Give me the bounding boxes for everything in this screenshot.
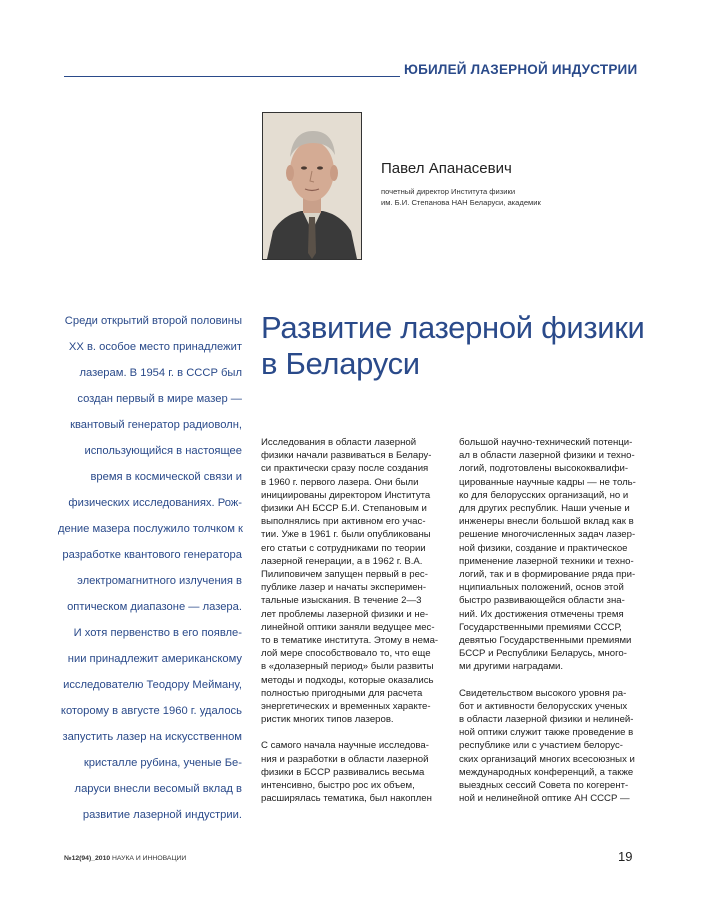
- sidebar-lead: [58, 308, 242, 828]
- body-line: физики АН БССР Б.И. Степановым и: [261, 503, 427, 515]
- body-line: публике лазер и начаты эксперимен-: [261, 582, 427, 594]
- body-line: С самого начала научные исследова-: [261, 740, 429, 752]
- body-line: бот и активности белорусских ученых: [459, 700, 628, 712]
- body-line: то в тематике института. Этому в нема-: [261, 635, 439, 647]
- paragraph: [261, 436, 439, 726]
- body-line: ной и нелинейной оптике АН СССР —: [459, 793, 630, 805]
- sidebar-line: разработке квантового генератора: [62, 549, 242, 561]
- magazine-name: НАУКА И ИННОВАЦИИ: [112, 855, 187, 862]
- body-line: лой мере способствовало то, что еще: [261, 648, 431, 660]
- sidebar-line: XX в. особое место принадлежит: [68, 341, 242, 353]
- body-line: расширялась тематика, был накоплен: [261, 793, 432, 805]
- sidebar-line: которому в августе 1960 г. удалось: [60, 705, 242, 717]
- body-line: ной оптики служит также проведение в: [459, 727, 634, 739]
- body-line: цированные научные кадры — не толь-: [459, 476, 636, 488]
- sidebar-line: И хотя первенство в его появле-: [73, 627, 242, 639]
- body-line: линейной оптики заняли ведущее мес-: [261, 621, 435, 633]
- body-line: решение многочисленных задач лазер-: [459, 529, 636, 541]
- body-line: лазерной генерации, а в 1962 г. В.А.: [261, 555, 423, 567]
- sidebar-line: использующийся в настоящее: [84, 445, 242, 457]
- sidebar-line: запустить лазер на искусственном: [62, 731, 242, 743]
- sidebar-line: ларуси внесли весомый вклад в: [74, 783, 242, 795]
- body-line: в 1960 г. первого лазера. Они были: [261, 476, 419, 488]
- body-line: энергетических и временных характе-: [261, 701, 431, 713]
- author-desc-line: им. Б.И. Степанова НАН Беларуси, академик: [381, 198, 541, 207]
- sidebar-line: время в космической связи и: [90, 471, 242, 483]
- body-line: его статьи с сотрудниками по теории: [261, 542, 426, 554]
- section-title: ЮБИЛЕЙ ЛАЗЕРНОЙ ИНДУСТРИИ: [404, 62, 638, 77]
- body-line: ми другими наградами.: [459, 661, 564, 673]
- body-line: ских организаций многих всесоюзных и: [459, 753, 635, 765]
- body-line: Свидетельством высокого уровня ра-: [459, 687, 627, 699]
- body-line: девятью Государственными премиями: [459, 635, 632, 647]
- body-line: в области лазерной физики и нелиней-: [459, 714, 634, 726]
- body-line: Пилиповичем запущен первый в рес-: [261, 569, 428, 581]
- body-line: БССР и Республики Беларусь, много-: [459, 648, 627, 660]
- body-line: тальные изыскания. В течение 2—3: [261, 595, 422, 607]
- article-title: [261, 310, 645, 382]
- sidebar-line: лазерам. В 1954 г. в СССР был: [79, 367, 242, 379]
- body-line: тии. Уже в 1961 г. были опубликованы: [261, 529, 431, 541]
- body-column-2: [459, 436, 637, 805]
- body-line: международных конференций, а также: [459, 766, 634, 778]
- body-line: для других республик. Наши ученые и: [459, 503, 630, 515]
- sidebar-line: кристалле рубина, ученые Бе-: [83, 757, 242, 769]
- header-rule: [64, 76, 400, 77]
- body-line: ния и разработки в области лазерной: [261, 753, 429, 765]
- page-number: 19: [618, 849, 633, 864]
- sidebar-line: электромагнитного излучения в: [77, 575, 242, 587]
- title-line: в Беларуси: [261, 346, 420, 381]
- sidebar-line: оптическом диапазоне — лазера.: [67, 601, 242, 613]
- body-line: методы и подходы, которые оказались: [261, 674, 434, 686]
- body-column-1: [261, 436, 439, 805]
- paragraph: [261, 739, 439, 805]
- sidebar-line: дение мазера послужило толчком к: [58, 523, 243, 535]
- body-line: си практически сразу после создания: [261, 463, 429, 475]
- body-line: выполнялись при активном его учас-: [261, 516, 426, 528]
- author-description: [381, 186, 601, 208]
- sidebar-line: физических исследованиях. Рож-: [68, 497, 242, 509]
- body-line: ко для белорусских организаций, но и: [459, 489, 629, 501]
- title-line: Развитие лазерной физики: [261, 310, 645, 345]
- footer-issue: [64, 855, 186, 862]
- body-line: ний. Их достижения отмечены тремя: [459, 608, 624, 620]
- body-line: физики в БССР развивались весьма: [261, 766, 425, 778]
- body-line: большой научно-технический потенци-: [459, 437, 633, 448]
- sidebar-line: развитие лазерной индустрии.: [82, 809, 242, 821]
- sidebar-line: создан первый в мире мазер —: [77, 393, 242, 405]
- body-line: Государственными премиями СССР,: [459, 621, 622, 633]
- paragraph: [459, 436, 637, 674]
- author-desc-line: почетный директор Института физики: [381, 187, 516, 196]
- body-line: полностью пригодными для расчета: [261, 687, 423, 699]
- body-line: физики начали развиваться в Белару-: [261, 450, 432, 462]
- body-line: логий, подготовлены высококвалифи-: [459, 463, 629, 475]
- body-line: применение лазерной техники и техно-: [459, 555, 634, 567]
- body-line: ристик многих типов лазеров.: [261, 714, 394, 726]
- body-line: республике или с участием белорус-: [459, 740, 623, 752]
- body-line: в «долазерный период» были развиты: [261, 661, 434, 673]
- sidebar-line: Среди открытий второй половины: [64, 315, 242, 327]
- body-line: выездных сессий Совета по когерент-: [459, 780, 629, 792]
- author-photo: [262, 112, 362, 260]
- body-line: нципиальных положений, основ этой: [459, 582, 624, 594]
- body-line: ал в области лазерной физики и техно-: [459, 450, 635, 462]
- body-line: логий, так и в формирование ряда при-: [459, 569, 636, 581]
- body-line: инженеры внесли большой вклад как в: [459, 516, 634, 528]
- sidebar-line: исследователю Теодору Мейману,: [63, 679, 242, 691]
- paragraph: [459, 687, 637, 806]
- body-line: инициированы директором Института: [261, 489, 431, 501]
- body-line: Исследования в области лазерной: [261, 437, 417, 448]
- issue-number: №12(94)_2010: [64, 855, 111, 862]
- author-name: Павел Апанасевич: [381, 160, 512, 177]
- sidebar-line: квантовый генератор радиоволн,: [70, 419, 242, 431]
- body-line: интенсивно, быстро рос их объем,: [261, 780, 415, 792]
- body-line: лет проблемы лазерной физики и не-: [261, 608, 429, 620]
- sidebar-line: нии принадлежит американскому: [67, 653, 242, 665]
- body-line: быстро развивающейся области зна-: [459, 595, 625, 607]
- body-line: ной физики, создание и практическое: [459, 542, 628, 554]
